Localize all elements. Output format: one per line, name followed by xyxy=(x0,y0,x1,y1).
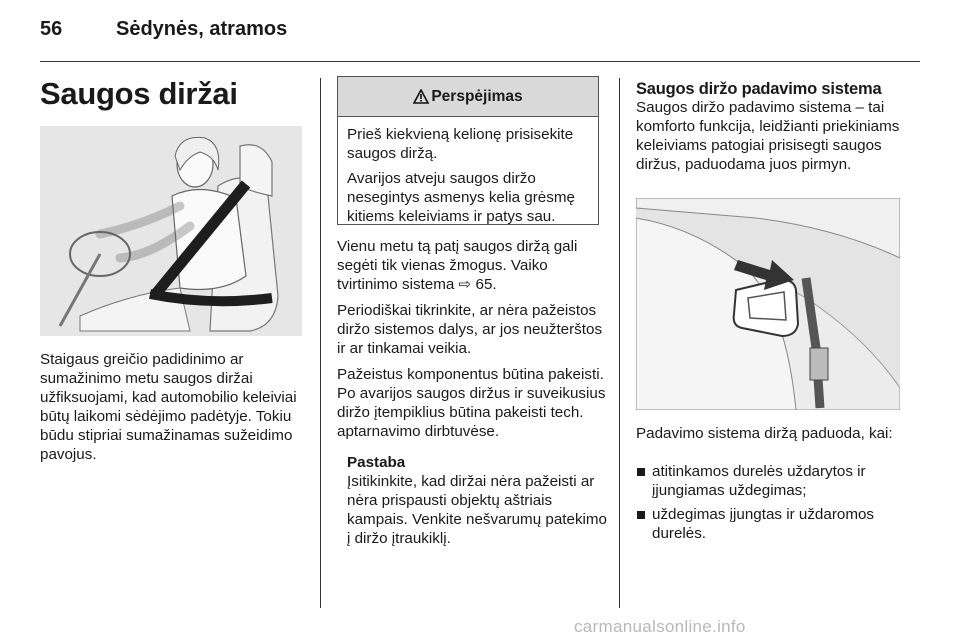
list-item xyxy=(636,505,906,543)
belt-presenter-illustration xyxy=(636,198,900,410)
page-reference[interactable]: 65. xyxy=(475,276,497,293)
warning-triangle-icon xyxy=(413,89,429,104)
note-text: Įsitikinkite, kad diržai nėra pažeisti ar nėra prispausti objektų aštriais kampais. Venkite nešvarumų patekimo į diržo įtraukiklį. xyxy=(347,473,608,547)
middle-paragraphs xyxy=(337,237,609,448)
feature-intro-text: Saugos diržo padavimo sistema – tai komforto funkcija, leidžianti priekiniams keleiviams patogiai prisisegti saugos diržus, paduodama juos pirmyn. xyxy=(636,99,900,173)
feature-intro xyxy=(636,98,908,181)
watermark: carmanualsonline.info xyxy=(574,617,746,636)
after-figure-paragraph: Padavimo sistema diržą paduoda, kai: xyxy=(636,425,893,442)
column-divider-right xyxy=(619,78,620,608)
warning-header xyxy=(338,77,598,117)
seatbelt-illustration xyxy=(40,126,302,336)
list-item-text: uždegimas įjungtas ir uždaromos durelės. xyxy=(652,506,875,542)
header-rule xyxy=(40,61,920,62)
warning-body xyxy=(338,117,598,226)
section-title: Saugos diržai xyxy=(40,76,238,111)
warning-text-2: Avarijos atveju saugos diržo nesegintys asmenys kelia grėsmę kitiems keleiviams ir patys sau. xyxy=(347,170,575,225)
note-title: Pastaba xyxy=(347,454,406,471)
safety-paragraph: Staigaus greičio padidinimo ar sumažinimo metu saugos diržai užfiksuojami, kad automobilio keleiviai būtų laikomi sėdėjimo padėtyje. Tokiu būdu stipriai sumažinamas sužeidimo pavojus. xyxy=(40,351,297,463)
belt-presenter-drawing xyxy=(636,198,900,410)
warning-box xyxy=(337,76,599,225)
middle-paragraph-1-text: Vienu metu tą patį saugos diržą gali segėti tik vienas žmogus. Vaiko tvirtinimo sistema xyxy=(337,238,578,293)
note-block xyxy=(347,453,607,548)
middle-paragraph-2: Periodiškai tikrinkite, ar nėra pažeistos diržo sistemos dalys, ar jos neužterštos ir ar tinkamai veikia. xyxy=(337,302,603,357)
list-item-text: atitinkamos durelės uždarytos ir įjungiamas uždegimas; xyxy=(652,463,866,499)
reference-arrow-icon: ⇨ xyxy=(458,276,472,293)
column-divider-left xyxy=(320,78,321,608)
list-item xyxy=(636,462,906,500)
page-number: 56 xyxy=(40,18,63,40)
after-figure-text xyxy=(636,424,906,450)
warning-text-1: Prieš kiekvieną kelionę prisisekite saugos diržą. xyxy=(347,126,574,162)
bullet-square-icon xyxy=(637,511,645,519)
warning-heading: Perspėjimas xyxy=(431,87,523,105)
bullet-square-icon xyxy=(637,468,645,476)
chapter-title: Sėdynės, atramos xyxy=(116,18,288,40)
middle-paragraph-1 xyxy=(337,237,609,294)
left-paragraph xyxy=(40,350,302,471)
condition-list xyxy=(636,462,906,548)
seatbelt-drawing xyxy=(40,126,302,336)
feature-title: Saugos diržo padavimo sistema xyxy=(636,80,882,98)
middle-paragraph-3: Pažeistus komponentus būtina pakeisti. Po avarijos saugos diržus ir suveikusius diržo įtempiklius būtina pakeisti tech. aptarnavimo dirbtuvėse. xyxy=(337,366,606,440)
